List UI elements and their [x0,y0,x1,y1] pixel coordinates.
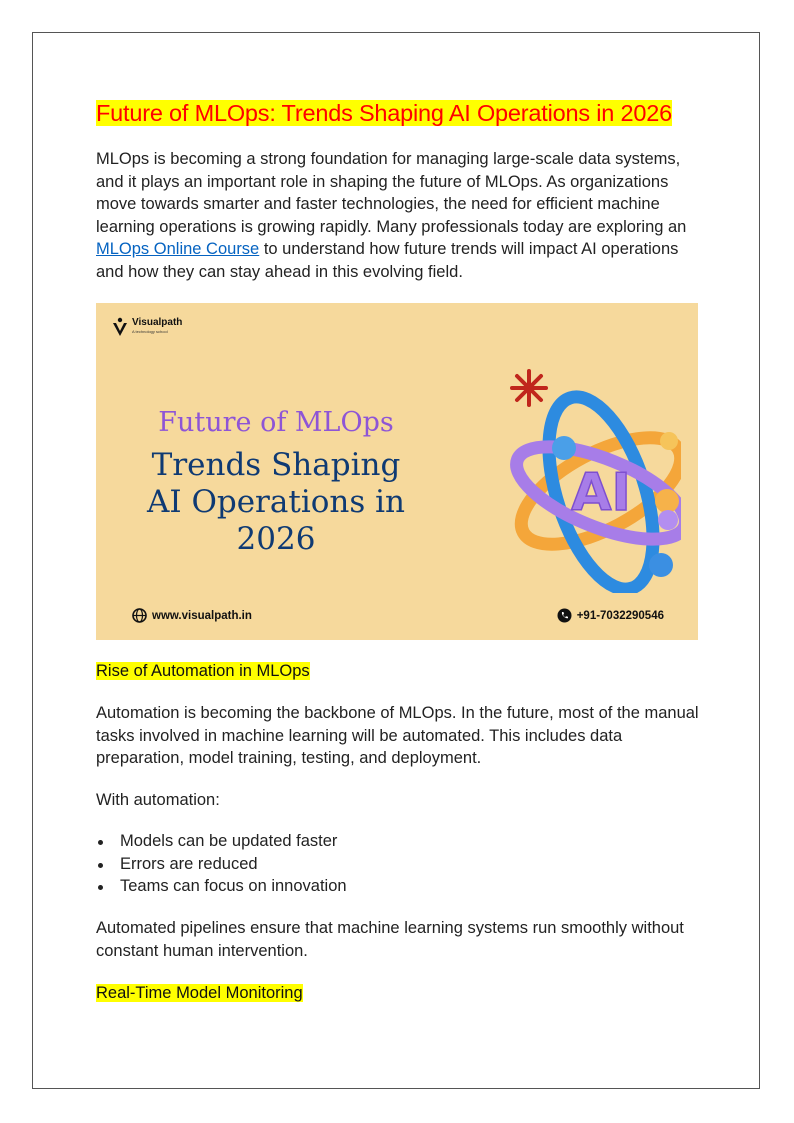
sparkle-icon [512,371,546,405]
page-title: Future of MLOps: Trends Shaping AI Operations in 2026 [96,100,672,126]
body-paragraph: Automation is becoming the backbone of MLOps. In the future, most of the manual tasks involved in machine learning will be automated. This includes data preparation, model training, testing, and deployment. [96,704,699,767]
visualpath-logo [111,317,182,337]
phone-text: +91-7032290546 [576,609,664,622]
mlops-course-link[interactable]: MLOps Online Course [96,240,260,258]
orbit-node [655,489,679,513]
body-paragraph: Automated pipelines ensure that machine learning systems run smoothly without constant human intervention. [96,919,684,960]
promo-banner-image [96,303,698,640]
list-item: Teams can focus on innovation [96,875,347,898]
visualpath-logo-icon [111,317,129,337]
orbit-node [658,510,678,530]
banner-website [132,608,252,623]
orbit-node [552,436,576,460]
automation-benefits-list [96,830,347,898]
banner-title [96,447,456,558]
banner-title-line: Trends Shaping [151,447,401,483]
section-heading: Rise of Automation in MLOps [96,662,310,680]
logo-tagline: A technology school [132,329,168,334]
intro-paragraph [96,148,700,283]
logo-name: Visualpath [132,317,183,328]
phone-icon [557,608,572,623]
intro-text-after: to understand how future trends will impact AI operations and how they can stay ahead in this evolving field. [96,240,679,281]
ai-label: AI [571,463,631,523]
banner-title-line: 2026 [236,521,316,557]
list-item: Errors are reduced [96,853,347,876]
orbit-node [660,432,678,450]
body-paragraph: With automation: [96,791,220,809]
orbit-node [649,553,673,577]
section-heading: Real-Time Model Monitoring [96,984,303,1002]
banner-subtitle: Future of MLOps [158,407,394,438]
list-item: Models can be updated faster [96,830,347,853]
intro-text-before: MLOps is becoming a strong foundation for managing large-scale data systems, and it plays an important role in shaping the future of MLOps. As organizations move towards smarter and faster technologies, the need for efficient machine learning operations is growing rapidly. Many professionals today are exploring an [96,150,687,236]
website-text: www.visualpath.in [152,609,252,622]
banner-title-line: AI Operations in [146,484,406,520]
globe-icon [132,608,147,623]
ai-atom-illustration [451,363,681,593]
banner-phone [557,608,664,623]
